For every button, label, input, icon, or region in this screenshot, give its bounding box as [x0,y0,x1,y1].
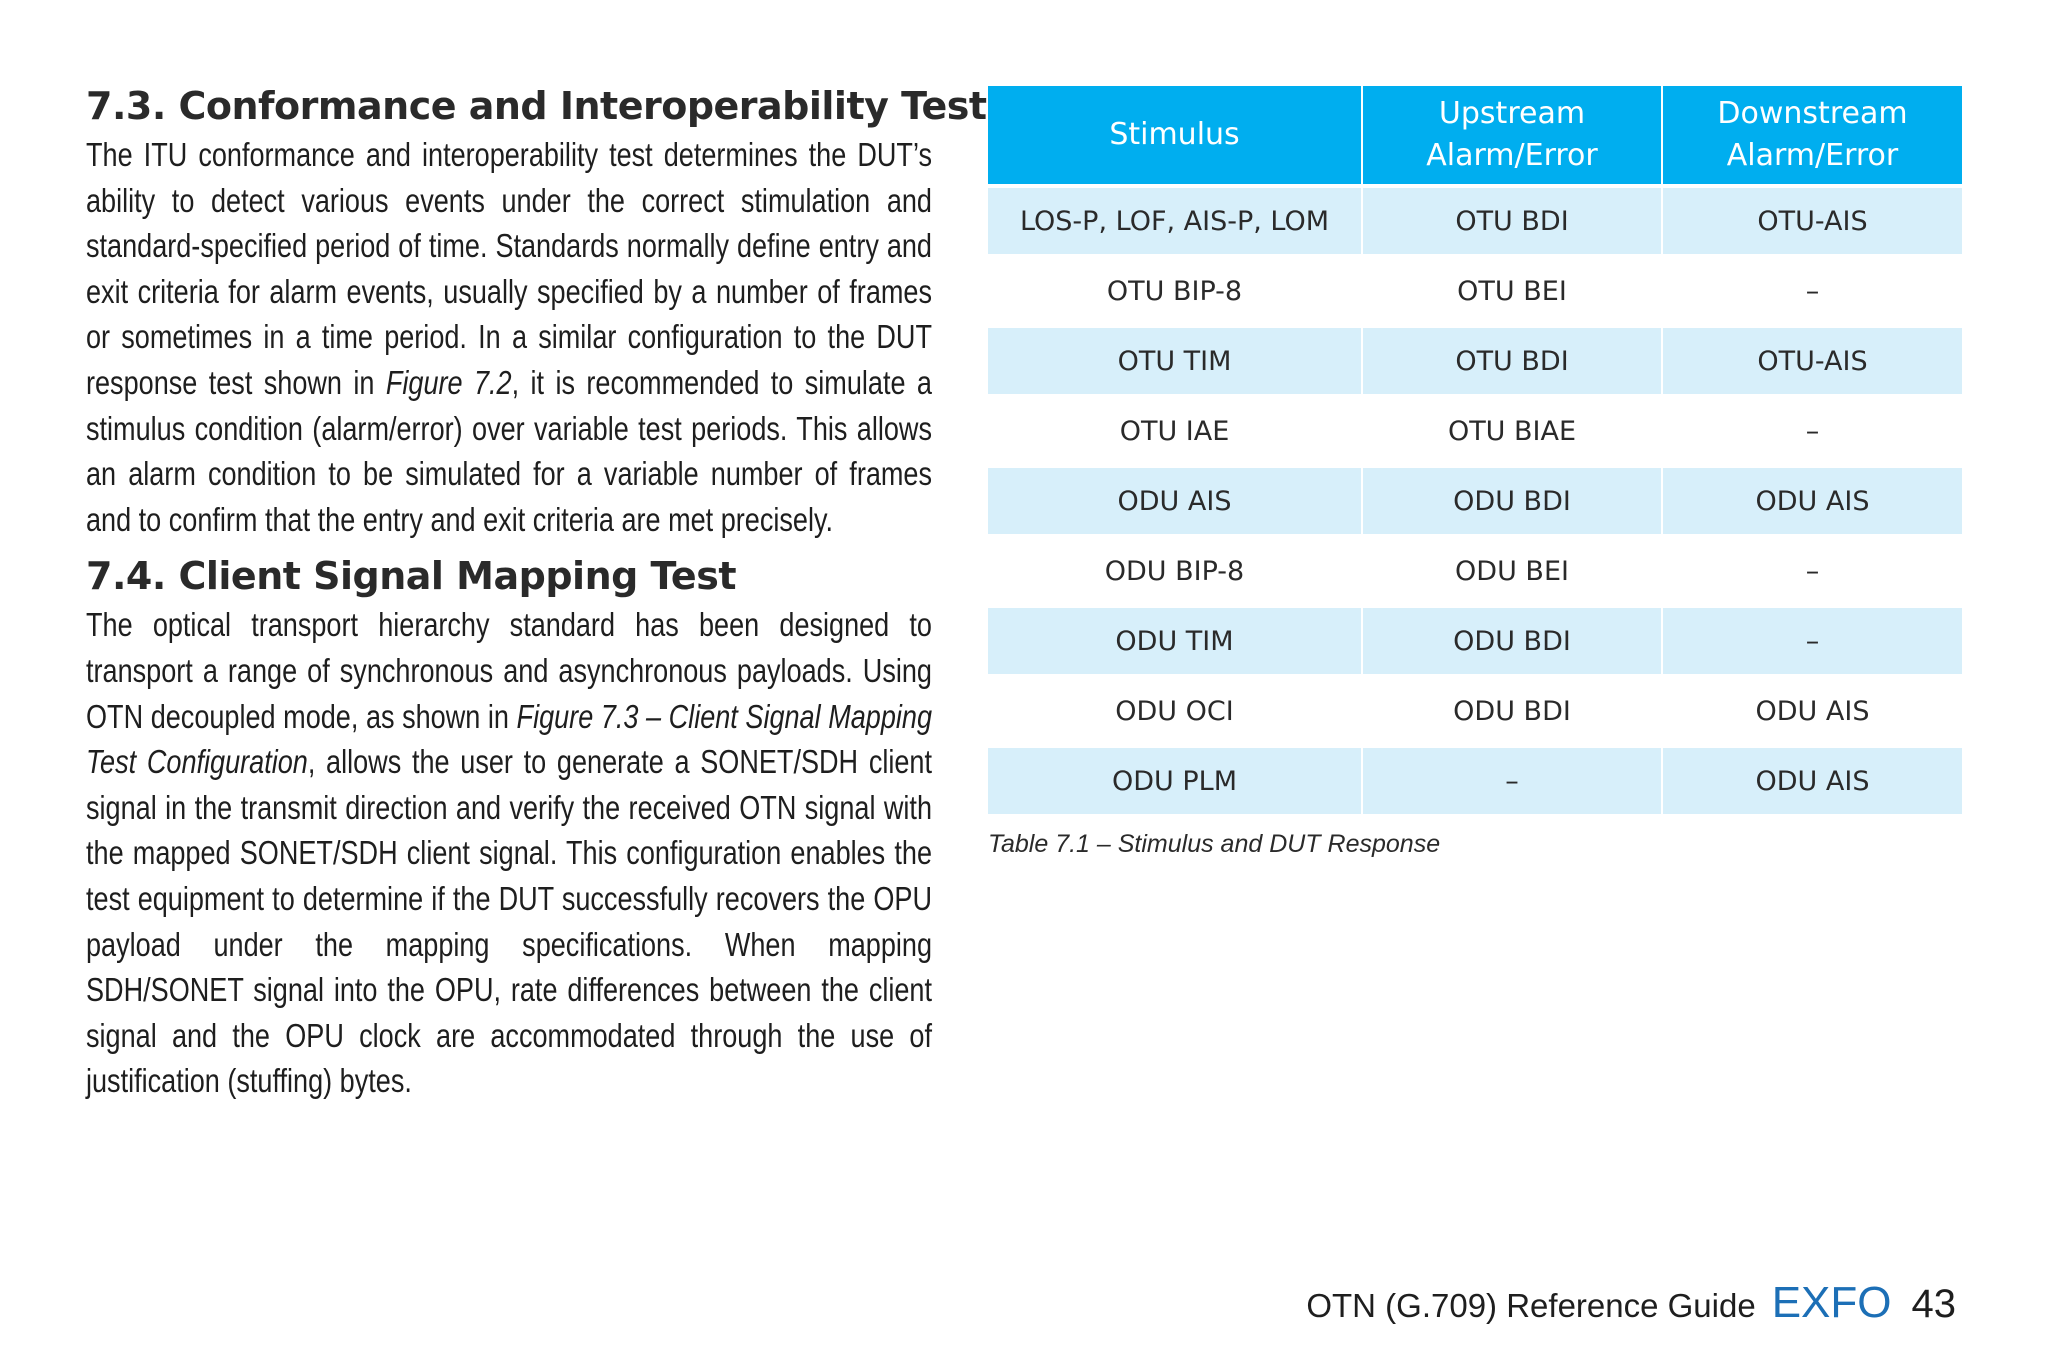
section-heading-7-3: 7.3. Conformance and Interoperability Test [86,84,987,128]
cell-stimulus: LOS-P, LOF, AIS-P, LOM [988,186,1362,256]
header-upstream: Upstream Alarm/Error [1362,86,1662,186]
cell-downstream: ODU AIS [1662,746,1962,814]
cell-stimulus: ODU OCI [988,676,1362,746]
brand-logo: EXFO [1771,1278,1892,1327]
table-row [988,536,1962,606]
cell-upstream: OTU BEI [1362,256,1662,326]
cell-downstream: OTU-AIS [1662,186,1962,256]
cell-upstream: OTU BDI [1362,186,1662,256]
table-caption: Table 7.1 – Stimulus and DUT Response [988,830,1441,858]
cell-downstream: ODU AIS [1662,676,1962,746]
stimulus-response-table [988,86,1962,814]
table-row [988,676,1962,746]
text-column [86,80,987,1104]
page-footer [1306,1278,1956,1328]
section-heading-7-4: 7.4. Client Signal Mapping Test [86,554,736,599]
cell-upstream: ODU BDI [1362,606,1662,676]
cell-upstream: OTU BDI [1362,326,1662,396]
cell-downstream: ODU AIS [1662,466,1962,536]
cell-upstream: ODU BEI [1362,536,1662,606]
table-row [988,746,1962,814]
header-downstream: Downstream Alarm/Error [1662,86,1962,186]
table-row [988,606,1962,676]
section-paragraph-7-3 [86,132,932,542]
cell-upstream: ODU BDI [1362,676,1662,746]
table-row [988,186,1962,256]
cell-downstream: – [1662,606,1962,676]
table-row [988,256,1962,326]
header-stimulus: Stimulus [988,86,1362,186]
table-header-row [988,86,1962,186]
cell-stimulus: ODU AIS [988,466,1362,536]
paragraph-text: , it is recommended to simulate a stimulus condition (alarm/error) over variable test periods. This allows an alarm condition to be simulated for a variable number of frames and to confirm that the entry and exit criteria are met precisely. [86,363,932,538]
table-row [988,466,1962,536]
table-row [988,326,1962,396]
section-paragraph-7-4 [86,602,932,1104]
figure-reference: Figure 7.3 – Client Signal Mapping Test Configuration [86,697,932,781]
paragraph-text: The ITU conformance and interoperability test determines the DUT’s ability to detect various events under the correct stimulation and standard-specified period of time. Standards normally define entry and exit criteria for alarm events, usually specified by a number of frames or sometimes in a time period. In a similar configuration to the DUT response test shown in [86,136,932,401]
figure-reference: Figure 7.2 [385,363,512,401]
page-number: 43 [1911,1282,1956,1326]
footer-guide-title: OTN (G.709) Reference Guide [1306,1287,1756,1324]
cell-downstream: – [1662,536,1962,606]
cell-stimulus: ODU BIP-8 [988,536,1362,606]
table-row [988,396,1962,466]
cell-stimulus: ODU PLM [988,746,1362,814]
cell-downstream: – [1662,256,1962,326]
cell-stimulus: OTU IAE [988,396,1362,466]
cell-upstream: ODU BDI [1362,466,1662,536]
cell-downstream: – [1662,396,1962,466]
cell-stimulus: ODU TIM [988,606,1362,676]
table-body [988,186,1962,814]
cell-stimulus: OTU BIP-8 [988,256,1362,326]
cell-stimulus: OTU TIM [988,326,1362,396]
paragraph-text: , allows the user to generate a SONET/SDH client signal in the transmit direction and verify the received OTN signal with the mapped SONET/SDH client signal. This configuration enables the test equipment to determine if the DUT successfully recovers the OPU payload under the mapping specifications. When mapping SDH/SONET signal into the OPU, rate differences between the client signal and the OPU clock are accommodated through the use of justification (stuffing) bytes. [86,743,932,1100]
cell-upstream: – [1362,746,1662,814]
paragraph-text: The optical transport hierarchy standard has been designed to transport a range of synchronous and asynchronous payloads. Using OTN decoupled mode, as shown in [86,606,932,735]
stimulus-table-container [988,86,1962,859]
cell-upstream: OTU BIAE [1362,396,1662,466]
cell-downstream: OTU-AIS [1662,326,1962,396]
